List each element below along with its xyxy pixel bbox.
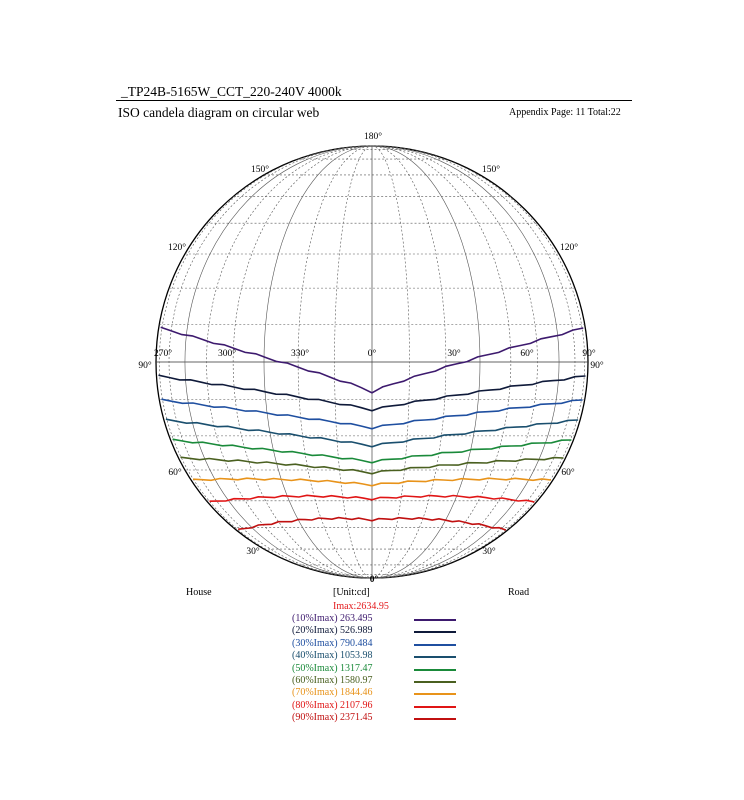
legend-swatch xyxy=(414,644,456,646)
legend-item xyxy=(292,712,462,724)
legend-item xyxy=(292,675,462,687)
circular-web-grid xyxy=(153,146,588,578)
house-label: House xyxy=(186,587,212,598)
legend-item xyxy=(292,687,462,699)
label-right-120: 120° xyxy=(559,243,579,253)
legend-label: (50%Imax) 1317.47 xyxy=(292,662,373,674)
legend-label: (10%Imax) 263.495 xyxy=(292,613,373,624)
axis-label-4: 30° xyxy=(447,349,461,359)
appendix-page-info: Appendix Page: 11 Total:22 xyxy=(509,107,621,118)
label-bottom-0: 0° xyxy=(369,575,379,585)
legend-label: (20%Imax) 526.989 xyxy=(292,625,373,637)
label-top-180: 180° xyxy=(363,132,383,142)
label-right-30: 30° xyxy=(482,547,496,557)
unit-label: [Unit:cd] xyxy=(333,587,370,598)
page-title: _TP24B-5165W_CCT_220-240V 4000k xyxy=(121,84,342,99)
legend-swatch xyxy=(414,619,456,621)
label-left-30: 30° xyxy=(246,547,260,557)
label-left-120: 120° xyxy=(167,243,187,253)
legend-swatch xyxy=(414,718,456,720)
legend-item xyxy=(292,625,462,637)
legend-label: (90%Imax) 2371.45 xyxy=(292,712,373,724)
angle-labels xyxy=(138,131,604,585)
label-upper-right-150: 150° xyxy=(481,165,501,175)
legend-swatch xyxy=(414,693,456,695)
axis-label-6: 90° xyxy=(582,349,596,359)
legend-label: (30%Imax) 790.484 xyxy=(292,637,373,649)
diagram-subtitle: ISO candela diagram on circular web xyxy=(118,105,320,120)
label-right-90: 90° xyxy=(590,361,604,371)
road-label: Road xyxy=(508,587,530,598)
label-left-90: 90° xyxy=(138,361,152,371)
axis-label-3: 0° xyxy=(367,349,377,359)
legend-item xyxy=(292,638,462,650)
imax-label: Imax:2634.95 xyxy=(333,601,389,612)
axis-label-5: 60° xyxy=(520,349,534,359)
legend-swatch xyxy=(414,706,456,708)
legend-label: (70%Imax) 1844.46 xyxy=(292,687,373,699)
legend-swatch xyxy=(414,656,456,658)
axis-label-2: 330° xyxy=(290,349,310,359)
legend-item xyxy=(292,700,462,712)
label-right-60: 60° xyxy=(561,468,575,478)
label-left-60: 60° xyxy=(168,468,182,478)
label-upper-left-150: 150° xyxy=(250,165,270,175)
legend-label: (40%Imax) 1053.98 xyxy=(292,650,373,662)
legend-label: (60%Imax) 1580.97 xyxy=(292,675,373,686)
legend-label: (80%Imax) 2107.96 xyxy=(292,699,373,711)
legend-swatch xyxy=(414,669,456,671)
legend-item xyxy=(292,650,462,662)
legend-swatch xyxy=(414,681,456,683)
legend-item xyxy=(292,613,462,625)
legend-swatch xyxy=(414,631,456,633)
legend-item xyxy=(292,663,462,675)
axis-label-0: 270° xyxy=(153,349,173,359)
axis-label-1: 300° xyxy=(217,349,237,359)
